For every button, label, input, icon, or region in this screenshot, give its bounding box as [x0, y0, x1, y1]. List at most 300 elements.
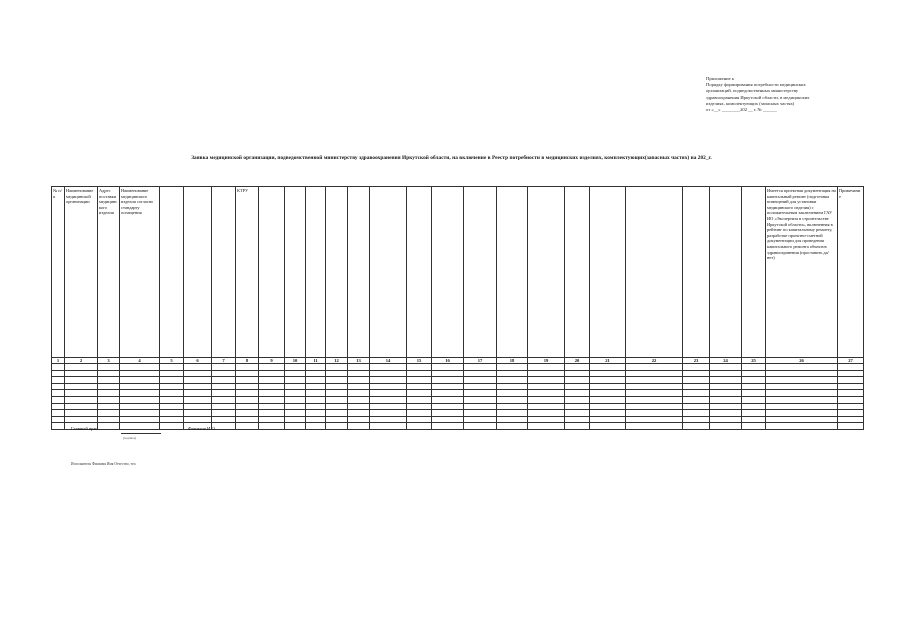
table-cell [742, 370, 766, 377]
table-cell [212, 390, 236, 397]
table-cell [259, 390, 285, 397]
table-cell [528, 383, 565, 390]
table-cell [710, 410, 742, 417]
table-cell [742, 403, 766, 410]
table-cell [838, 416, 864, 423]
table-cell [838, 364, 864, 371]
table-row [52, 364, 864, 371]
table-cell [160, 403, 184, 410]
table-cell [120, 364, 160, 371]
table-cell [565, 383, 590, 390]
column-number: 14 [370, 358, 407, 364]
column-number: 10 [285, 358, 306, 364]
table-cell [497, 416, 528, 423]
table-cell [65, 403, 98, 410]
column-number: 19 [528, 358, 565, 364]
table-cell [348, 403, 370, 410]
table-cell [407, 410, 432, 417]
table-cell [497, 377, 528, 384]
table-cell [326, 383, 348, 390]
column-number: 22 [626, 358, 683, 364]
column-number: 16 [432, 358, 464, 364]
table-cell [52, 410, 65, 417]
table-cell [52, 364, 65, 371]
header-row [52, 187, 864, 358]
requirements-table [51, 186, 864, 430]
table-cell [285, 377, 306, 384]
table-cell [326, 370, 348, 377]
table-cell [838, 396, 864, 403]
table-cell [590, 410, 626, 417]
table-cell [160, 370, 184, 377]
table-cell [683, 396, 710, 403]
header-cell [370, 187, 407, 358]
table-cell [160, 410, 184, 417]
table-cell [259, 416, 285, 423]
table-cell [683, 390, 710, 397]
table-cell [65, 396, 98, 403]
table-cell [742, 410, 766, 417]
table-cell [285, 383, 306, 390]
table-cell [326, 410, 348, 417]
table-cell [236, 390, 259, 397]
table-cell [306, 370, 326, 377]
table-cell [326, 416, 348, 423]
table-cell [370, 416, 407, 423]
table-cell [348, 364, 370, 371]
table-cell [464, 403, 497, 410]
table-cell [160, 396, 184, 403]
table-cell [626, 383, 683, 390]
table-row [52, 416, 864, 423]
table-cell [120, 416, 160, 423]
column-number: 5 [160, 358, 184, 364]
table-cell [120, 410, 160, 417]
table-cell [626, 364, 683, 371]
table-cell [432, 390, 464, 397]
table-cell [259, 403, 285, 410]
column-number: 1 [52, 358, 65, 364]
table-cell [52, 423, 65, 430]
table-cell [285, 396, 306, 403]
table-cell [65, 410, 98, 417]
table-cell [184, 390, 212, 397]
table-cell [370, 423, 407, 430]
table-cell [497, 390, 528, 397]
table-cell [838, 383, 864, 390]
table-cell [742, 377, 766, 384]
table-cell [259, 410, 285, 417]
table-cell [407, 370, 432, 377]
table-cell [348, 410, 370, 417]
column-number: 18 [497, 358, 528, 364]
table-cell [838, 423, 864, 430]
table-cell [52, 377, 65, 384]
table-cell [565, 416, 590, 423]
table-cell [212, 416, 236, 423]
table-cell [160, 423, 184, 430]
table-cell [306, 423, 326, 430]
table-cell [497, 403, 528, 410]
table-cell [52, 390, 65, 397]
column-number: 9 [259, 358, 285, 364]
table-cell [65, 364, 98, 371]
table-cell [766, 370, 838, 377]
table-cell [348, 377, 370, 384]
header-cell [626, 187, 683, 358]
header-cell [590, 187, 626, 358]
column-number: 11 [306, 358, 326, 364]
header-cell [212, 187, 236, 358]
table-cell [236, 370, 259, 377]
table-cell [683, 403, 710, 410]
table-cell [120, 383, 160, 390]
table-cell [766, 383, 838, 390]
table-cell [710, 396, 742, 403]
column-number: 23 [683, 358, 710, 364]
table-cell [184, 377, 212, 384]
table-cell [326, 396, 348, 403]
table-cell [565, 364, 590, 371]
table-cell [497, 410, 528, 417]
signature-name: Фамилия И.О. [188, 426, 216, 431]
table-cell [98, 410, 120, 417]
header-cell [160, 187, 184, 358]
table-cell [528, 370, 565, 377]
table-cell [98, 390, 120, 397]
header-cell [326, 187, 348, 358]
table-cell [306, 390, 326, 397]
table-cell [407, 403, 432, 410]
appendix-line: от «__» ________202 __ г. № ______ [706, 107, 777, 113]
table-cell [120, 396, 160, 403]
table-cell [838, 410, 864, 417]
table-cell [766, 416, 838, 423]
table-cell [407, 396, 432, 403]
table-cell [742, 416, 766, 423]
table-cell [259, 423, 285, 430]
table-cell [184, 403, 212, 410]
table-cell [285, 370, 306, 377]
header-cell [259, 187, 285, 358]
table-cell [464, 364, 497, 371]
column-number: 2 [65, 358, 98, 364]
table-cell [259, 396, 285, 403]
column-number: 25 [742, 358, 766, 364]
table-cell [407, 390, 432, 397]
table-row [52, 423, 864, 430]
table-cell [565, 396, 590, 403]
table-cell [626, 403, 683, 410]
table-cell [370, 410, 407, 417]
column-number: 4 [120, 358, 160, 364]
header-cell: № п/п [52, 187, 65, 358]
table-cell [838, 370, 864, 377]
table-cell [710, 377, 742, 384]
table-cell [626, 377, 683, 384]
appendix-line: изделиях, комплектующих (запасных частях) [706, 100, 795, 106]
table-cell [710, 423, 742, 430]
table-cell [120, 423, 160, 430]
table-cell [160, 383, 184, 390]
table-cell [259, 377, 285, 384]
table-cell [432, 416, 464, 423]
table-row [52, 390, 864, 397]
table-cell [590, 383, 626, 390]
table-cell [432, 377, 464, 384]
table-cell [742, 396, 766, 403]
table-cell [326, 390, 348, 397]
table-cell [65, 416, 98, 423]
header-cell [306, 187, 326, 358]
table-cell [497, 364, 528, 371]
table-cell [528, 396, 565, 403]
appendix-line: организаций, подведомственных министерству [706, 88, 799, 94]
column-number: 26 [766, 358, 838, 364]
table-cell [212, 410, 236, 417]
table-cell [326, 377, 348, 384]
table-cell [683, 423, 710, 430]
table-cell [306, 403, 326, 410]
table-cell [348, 396, 370, 403]
table-cell [160, 416, 184, 423]
table-cell [528, 377, 565, 384]
table-cell [236, 423, 259, 430]
table-cell [432, 383, 464, 390]
table-cell [710, 370, 742, 377]
table-cell [285, 410, 306, 417]
header-cell [565, 187, 590, 358]
table-cell [236, 364, 259, 371]
table-cell [306, 410, 326, 417]
table-cell [98, 423, 120, 430]
table-cell [236, 410, 259, 417]
table-cell [98, 364, 120, 371]
table-cell [626, 396, 683, 403]
table-cell [528, 364, 565, 371]
table-cell [407, 423, 432, 430]
column-number: 17 [464, 358, 497, 364]
table-cell [212, 383, 236, 390]
table-cell [259, 370, 285, 377]
table-cell [184, 370, 212, 377]
column-number: 7 [212, 358, 236, 364]
table-cell [285, 416, 306, 423]
table-cell [407, 383, 432, 390]
table-row [52, 383, 864, 390]
table-cell [285, 364, 306, 371]
table-cell [326, 403, 348, 410]
column-number: 8 [236, 358, 259, 364]
table-cell [710, 364, 742, 371]
table-cell [120, 377, 160, 384]
table-cell [497, 396, 528, 403]
table-cell [838, 390, 864, 397]
table-cell [626, 423, 683, 430]
header-cell: Наименование медицинской организации [65, 187, 98, 358]
table-cell [52, 383, 65, 390]
table-cell [565, 370, 590, 377]
table-cell [370, 364, 407, 371]
table-cell [160, 390, 184, 397]
table-cell [742, 423, 766, 430]
table-cell [348, 370, 370, 377]
table-cell [52, 416, 65, 423]
table-cell [497, 423, 528, 430]
table-cell [766, 403, 838, 410]
table-cell [326, 364, 348, 371]
table-cell [683, 364, 710, 371]
table-cell [120, 390, 160, 397]
table-cell [348, 390, 370, 397]
header-cell: Наименование медицинского изделия согласно стандарту оснащения [120, 187, 160, 358]
table-cell [565, 390, 590, 397]
table-cell [742, 390, 766, 397]
table-row [52, 370, 864, 377]
table-row [52, 410, 864, 417]
table-cell [590, 423, 626, 430]
table-cell [98, 396, 120, 403]
table-cell [626, 416, 683, 423]
table-row [52, 396, 864, 403]
header-cell [742, 187, 766, 358]
column-number: 3 [98, 358, 120, 364]
table-cell [212, 364, 236, 371]
table-cell [370, 370, 407, 377]
table-cell [236, 403, 259, 410]
table-cell [742, 383, 766, 390]
table-cell [407, 416, 432, 423]
table-cell [528, 410, 565, 417]
table-cell [65, 383, 98, 390]
table-cell [184, 410, 212, 417]
table-cell [590, 403, 626, 410]
table-cell [160, 377, 184, 384]
table-cell [528, 416, 565, 423]
table-cell [565, 410, 590, 417]
table-cell [370, 383, 407, 390]
table-cell [306, 416, 326, 423]
header-cell [184, 187, 212, 358]
appendix-line: здравоохранения Иркутской области, в медицинских [706, 94, 810, 100]
table-cell [838, 377, 864, 384]
table-cell [212, 403, 236, 410]
header-cell [407, 187, 432, 358]
table-cell [306, 377, 326, 384]
table-cell [370, 390, 407, 397]
column-number: 24 [710, 358, 742, 364]
table-cell [212, 377, 236, 384]
table-cell [766, 410, 838, 417]
table-cell [432, 370, 464, 377]
table-cell [710, 383, 742, 390]
table-cell [626, 410, 683, 417]
column-number: 15 [407, 358, 432, 364]
table-cell [432, 410, 464, 417]
header-cell: КТРУ [236, 187, 259, 358]
executor-line: Исполнитель Фамилия Имя Отчество, тел. [71, 462, 137, 466]
table-cell [120, 370, 160, 377]
table-cell [212, 370, 236, 377]
table-cell [98, 416, 120, 423]
table-cell [306, 396, 326, 403]
table-cell [184, 383, 212, 390]
table-cell [710, 416, 742, 423]
table-cell [432, 423, 464, 430]
table-cell [464, 383, 497, 390]
table-cell [464, 410, 497, 417]
table-cell [52, 370, 65, 377]
appendix-line: Приложение к [706, 76, 735, 81]
table-cell [184, 396, 212, 403]
table-cell [528, 423, 565, 430]
table-cell [590, 364, 626, 371]
table-cell [407, 377, 432, 384]
table-cell [464, 416, 497, 423]
table-cell [259, 383, 285, 390]
header-cell [683, 187, 710, 358]
document-title: Заявка медицинской организации, подведомственной министерству здравоохранения Иркутской области, на включение в Реестр потребности в медицинских изделиях, комплектующих(запасных частях) на 202_г. [191, 155, 712, 161]
header-cell: Адрес поставки медицинского изделия [98, 187, 120, 358]
table-cell [65, 390, 98, 397]
appendix-line: Порядку формирования потребности медицинских [706, 82, 806, 88]
table-cell [683, 377, 710, 384]
table-cell [626, 370, 683, 377]
table-cell [766, 396, 838, 403]
header-cell [464, 187, 497, 358]
table-cell [464, 377, 497, 384]
table-cell [766, 377, 838, 384]
table-cell [590, 416, 626, 423]
table-cell [98, 403, 120, 410]
table-cell [432, 396, 464, 403]
table-cell [236, 383, 259, 390]
header-cell [285, 187, 306, 358]
table-cell [236, 396, 259, 403]
table-cell [683, 383, 710, 390]
column-number: 21 [590, 358, 626, 364]
table-cell [432, 403, 464, 410]
table-row [52, 403, 864, 410]
table-cell [370, 403, 407, 410]
table-cell [464, 370, 497, 377]
column-number: 20 [565, 358, 590, 364]
table-cell [626, 390, 683, 397]
table-cell [212, 396, 236, 403]
table-cell [407, 364, 432, 371]
table-cell [464, 396, 497, 403]
column-number: 12 [326, 358, 348, 364]
table-cell [838, 403, 864, 410]
table-cell [98, 377, 120, 384]
table-cell [766, 390, 838, 397]
table-cell [683, 370, 710, 377]
signature-caption: (подпись) [123, 436, 137, 440]
column-number: 6 [184, 358, 212, 364]
table-cell [259, 364, 285, 371]
column-number: 27 [838, 358, 864, 364]
table-cell [528, 390, 565, 397]
table-cell [160, 364, 184, 371]
table-cell [710, 390, 742, 397]
table-cell [52, 396, 65, 403]
table-cell [65, 377, 98, 384]
table-cell [497, 370, 528, 377]
table-cell [590, 396, 626, 403]
table-cell [236, 377, 259, 384]
table-cell [98, 370, 120, 377]
table-row [52, 377, 864, 384]
